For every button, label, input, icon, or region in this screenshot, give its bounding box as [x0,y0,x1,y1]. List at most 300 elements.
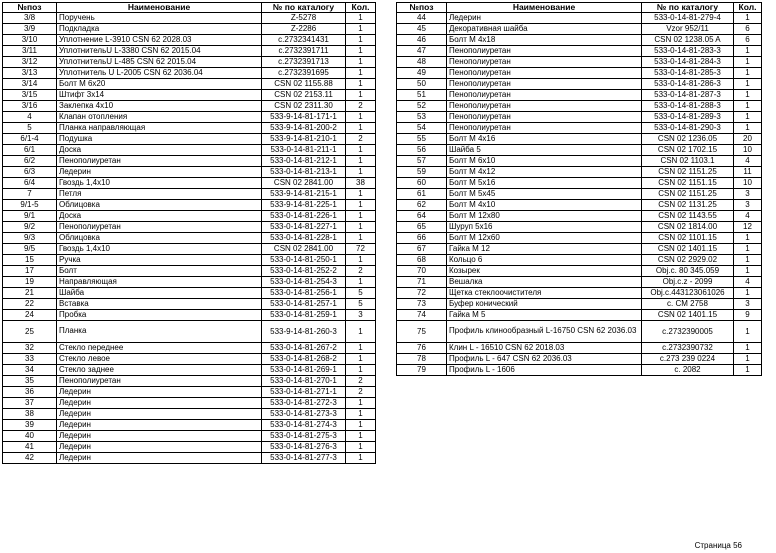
cell-qty: 1 [734,101,762,112]
cell-pos: 6/4 [3,178,57,189]
cell-catalog: CSN 02 2929.02 [642,255,734,266]
table-row [3,409,376,420]
cell-catalog: 533-0-14-81-250-1 [262,255,346,266]
cell-name: Облицовка [57,233,262,244]
table-row [3,189,376,200]
cell-name: Болт М 4х16 [447,134,642,145]
cell-name: Ледерин [57,431,262,442]
cell-catalog: c.2732391695 [262,68,346,79]
cell-pos: 9/2 [3,222,57,233]
cell-pos: 44 [397,13,447,24]
table-row [397,321,762,343]
cell-qty: 1 [734,68,762,79]
cell-qty: 1 [734,354,762,365]
cell-qty: 1 [734,244,762,255]
cell-catalog: 533-0-14-81-272-3 [262,398,346,409]
cell-catalog: Vzor 952/11 [642,24,734,35]
cell-qty: 10 [734,145,762,156]
cell-catalog: 533-0-14-81-287-3 [642,90,734,101]
header-qty: Кол. [346,3,376,13]
cell-pos: 78 [397,354,447,365]
table-row [3,13,376,24]
table-row [397,255,762,266]
cell-qty: 1 [346,409,376,420]
table-row [397,57,762,68]
cell-catalog: 533-0-14-81-276-3 [262,442,346,453]
table-row [3,321,376,343]
cell-catalog: 533-0-14-81-289-3 [642,112,734,123]
cell-catalog: CSN 02 1702.15 [642,145,734,156]
cell-pos: 3/13 [3,68,57,79]
table-row [3,343,376,354]
cell-name: Пенополиуретан [447,112,642,123]
cell-catalog: 533-0-14-81-212-1 [262,156,346,167]
cell-name: Гвоздь 1,4х10 [57,244,262,255]
cell-name: Ледерин [57,409,262,420]
table-row [3,101,376,112]
table-row [397,68,762,79]
cell-qty: 1 [346,145,376,156]
cell-catalog: c.2732341431 [262,35,346,46]
cell-pos: 17 [3,266,57,277]
table-row [3,112,376,123]
header-row [3,3,376,13]
cell-catalog: c.2732390732 [642,343,734,354]
cell-catalog: 533-9-14-81-171-1 [262,112,346,123]
cell-name: Буфер конический [447,299,642,310]
table-row [3,398,376,409]
cell-pos: 73 [397,299,447,310]
table-row [397,244,762,255]
cell-name: УплотнительU L-3380 CSN 62 2015.04 [57,46,262,57]
cell-qty: 1 [734,288,762,299]
cell-pos: 52 [397,101,447,112]
cell-name: Стекло левое [57,354,262,365]
cell-qty: 1 [346,277,376,288]
cell-catalog: CSN 02 1155.88 [262,79,346,90]
cell-catalog: c. 2082 [642,365,734,376]
table-row [3,277,376,288]
cell-name: Ручка [57,255,262,266]
cell-qty: 1 [346,321,376,343]
cell-pos: 48 [397,57,447,68]
cell-qty: 1 [346,255,376,266]
cell-name: Болт М 6х20 [57,79,262,90]
cell-pos: 50 [397,79,447,90]
cell-qty: 1 [346,398,376,409]
cell-name: Пенополиуретан [57,376,262,387]
cell-pos: 68 [397,255,447,266]
cell-pos: 74 [397,310,447,321]
cell-name: Болт М 4х12 [447,167,642,178]
cell-name: Шайба 5 [447,145,642,156]
cell-catalog: CSN 02 1151.25 [642,189,734,200]
cell-pos: 9/1-5 [3,200,57,211]
cell-name: Декоративная шайба [447,24,642,35]
cell-qty: 1 [346,156,376,167]
cell-catalog: CSN 02 1143.55 [642,211,734,222]
cell-pos: 6/2 [3,156,57,167]
cell-qty: 6 [734,35,762,46]
cell-pos: 62 [397,200,447,211]
cell-qty: 5 [346,299,376,310]
cell-catalog: 533-0-14-81-257-1 [262,299,346,310]
cell-pos: 9/1 [3,211,57,222]
table-body-right [397,13,762,376]
cell-pos: 21 [3,288,57,299]
cell-qty: 1 [346,211,376,222]
header-name: Наименование [57,3,262,13]
cell-name: Профиль L - 647 CSN 62 2036.03 [447,354,642,365]
table-row [3,453,376,464]
cell-pos: 49 [397,68,447,79]
cell-name: Ледерин [57,453,262,464]
cell-qty: 3 [346,310,376,321]
cell-name: Клапан отопления [57,112,262,123]
cell-qty: 3 [734,299,762,310]
cell-pos: 60 [397,178,447,189]
cell-qty: 1 [346,35,376,46]
cell-qty: 2 [346,376,376,387]
header-name: Наименование [447,3,642,13]
cell-pos: 38 [3,409,57,420]
cell-catalog: 533-0-14-81-285-3 [642,68,734,79]
table-row [3,376,376,387]
parts-table-left [2,2,376,464]
table-row [397,310,762,321]
cell-name: Подушка [57,134,262,145]
table-row [3,365,376,376]
cell-qty: 1 [734,266,762,277]
table-row [397,24,762,35]
cell-pos: 66 [397,233,447,244]
cell-catalog: Obj.c.z - 2099 [642,277,734,288]
table-row [397,211,762,222]
cell-qty: 9 [734,310,762,321]
cell-pos: 3/8 [3,13,57,24]
table-row [3,310,376,321]
cell-catalog: CSN 02 2311.30 [262,101,346,112]
cell-catalog: c.273 239 0224 [642,354,734,365]
cell-name: Пенополиуретан [447,68,642,79]
table-row [3,35,376,46]
table-row [3,178,376,189]
cell-catalog: c.2732390005 [642,321,734,343]
cell-name: УплотнительU L-485 CSN 62 2015.04 [57,57,262,68]
cell-name: Подкладка [57,24,262,35]
cell-pos: 34 [3,365,57,376]
table-row [3,288,376,299]
table-row [397,156,762,167]
cell-catalog: Obj.c.443123061026 [642,288,734,299]
cell-pos: 64 [397,211,447,222]
cell-catalog: 533-0-14-81-271-1 [262,387,346,398]
cell-qty: 1 [346,24,376,35]
cell-pos: 55 [397,134,447,145]
cell-name: Пенополиуретан [447,123,642,134]
cell-qty: 2 [346,134,376,145]
cell-pos: 53 [397,112,447,123]
table-row [397,90,762,101]
cell-qty: 1 [734,123,762,134]
table-row [3,79,376,90]
cell-qty: 1 [734,13,762,24]
cell-pos: 54 [397,123,447,134]
cell-qty: 1 [346,420,376,431]
cell-pos: 3/16 [3,101,57,112]
cell-catalog: 533-9-14-81-200-2 [262,123,346,134]
cell-catalog: 533-0-14-81-211-1 [262,145,346,156]
table-row [3,167,376,178]
cell-qty: 1 [346,167,376,178]
cell-catalog: 533-0-14-81-279-4 [642,13,734,24]
cell-pos: 41 [3,442,57,453]
cell-catalog: 533-0-14-81-268-2 [262,354,346,365]
cell-qty: 1 [346,365,376,376]
cell-name: Ледерин [447,13,642,24]
cell-name: Ледерин [57,398,262,409]
cell-catalog: 533-9-14-81-260-3 [262,321,346,343]
cell-qty: 1 [734,233,762,244]
cell-pos: 3/9 [3,24,57,35]
cell-name: Заклепка 4х10 [57,101,262,112]
cell-qty: 2 [346,266,376,277]
cell-catalog: 533-0-14-81-275-3 [262,431,346,442]
table-row [397,167,762,178]
header-row [397,3,762,13]
table-row [397,134,762,145]
cell-qty: 1 [734,79,762,90]
cell-pos: 72 [397,288,447,299]
cell-catalog: 533-0-14-81-213-1 [262,167,346,178]
table-row [3,57,376,68]
cell-catalog: CSN 02 2841.00 [262,244,346,255]
cell-qty: 1 [734,57,762,68]
cell-qty: 1 [346,79,376,90]
table-row [397,189,762,200]
table-row [3,387,376,398]
cell-pos: 51 [397,90,447,101]
cell-name: Ледерин [57,420,262,431]
cell-catalog: c.2732391713 [262,57,346,68]
cell-catalog: 533-9-14-81-215-1 [262,189,346,200]
table-row [397,343,762,354]
cell-qty: 4 [734,211,762,222]
table-row [397,79,762,90]
cell-catalog: 533-0-14-81-259-1 [262,310,346,321]
cell-pos: 37 [3,398,57,409]
cell-pos: 59 [397,167,447,178]
table-row [397,123,762,134]
cell-pos: 9/3 [3,233,57,244]
table-row [397,266,762,277]
cell-pos: 32 [3,343,57,354]
cell-pos: 3/14 [3,79,57,90]
cell-pos: 25 [3,321,57,343]
cell-name: Облицовка [57,200,262,211]
cell-name: Доска [57,145,262,156]
cell-catalog: CSN 02 2841.00 [262,178,346,189]
table-row [3,24,376,35]
cell-pos: 33 [3,354,57,365]
cell-catalog: 533-0-14-81-256-1 [262,288,346,299]
cell-name: Козырек [447,266,642,277]
cell-qty: 2 [346,101,376,112]
cell-qty: 5 [346,288,376,299]
cell-qty: 4 [734,156,762,167]
cell-name: Болт М 5х16 [447,178,642,189]
cell-catalog: Z-5278 [262,13,346,24]
cell-pos: 75 [397,321,447,343]
cell-catalog: c.2732391711 [262,46,346,57]
cell-name: Щетка стеклоочистителя [447,288,642,299]
cell-catalog: 533-0-14-81-227-1 [262,222,346,233]
cell-catalog: 533-0-14-81-228-1 [262,233,346,244]
cell-name: Планка направляющая [57,123,262,134]
cell-qty: 1 [346,57,376,68]
cell-name: Вставка [57,299,262,310]
cell-catalog: 533-0-14-81-283-3 [642,46,734,57]
cell-catalog: 533-0-14-81-284-3 [642,57,734,68]
cell-name: Профиль клинообразный L-16750 CSN 62 2036.03 [447,321,642,343]
cell-catalog: CSN 02 1103.1 [642,156,734,167]
table-row [3,123,376,134]
cell-name: Пробка [57,310,262,321]
table-row [3,200,376,211]
cell-pos: 67 [397,244,447,255]
cell-qty: 2 [346,387,376,398]
cell-pos: 3/15 [3,90,57,101]
table-row [3,68,376,79]
cell-qty: 1 [346,46,376,57]
cell-name: Стекло переднее [57,343,262,354]
cell-qty: 1 [346,189,376,200]
cell-pos: 3/12 [3,57,57,68]
cell-name: Болт М 12х60 [447,233,642,244]
cell-name: Ледерин [57,442,262,453]
cell-qty: 1 [734,46,762,57]
cell-pos: 57 [397,156,447,167]
cell-name: Ледерин [57,167,262,178]
cell-name: Гвоздь 1,4х10 [57,178,262,189]
cell-qty: 1 [346,354,376,365]
cell-qty: 1 [346,13,376,24]
cell-qty: 11 [734,167,762,178]
cell-name: Вешалка [447,277,642,288]
cell-pos: 3/11 [3,46,57,57]
cell-qty: 1 [346,442,376,453]
cell-name: Доска [57,211,262,222]
table-row [397,354,762,365]
cell-catalog: CSN 02 1401.15 [642,310,734,321]
cell-name: Ледерин [57,387,262,398]
cell-catalog: 533-0-14-81-288-3 [642,101,734,112]
header-pos: №поз [3,3,57,13]
cell-qty: 1 [734,112,762,123]
cell-catalog: 533-0-14-81-286-3 [642,79,734,90]
cell-qty: 12 [734,222,762,233]
cell-catalog: c. CM 2758 [642,299,734,310]
cell-pos: 42 [3,453,57,464]
cell-name: Пенополиуретан [447,101,642,112]
cell-name: Гайка М 12 [447,244,642,255]
cell-name: Штифт 3х14 [57,90,262,101]
cell-catalog: 533-0-14-81-290-3 [642,123,734,134]
cell-qty: 1 [734,343,762,354]
table-row [397,299,762,310]
cell-pos: 39 [3,420,57,431]
table-row [3,211,376,222]
cell-name: Гайка М 5 [447,310,642,321]
table-row [3,420,376,431]
table-row [3,299,376,310]
cell-pos: 65 [397,222,447,233]
table-row [397,112,762,123]
cell-name: Болт [57,266,262,277]
cell-catalog: 533-0-14-81-252-2 [262,266,346,277]
table-row [397,200,762,211]
cell-name: Болт М 5х45 [447,189,642,200]
table-row [397,101,762,112]
cell-pos: 5 [3,123,57,134]
cell-pos: 70 [397,266,447,277]
cell-pos: 7 [3,189,57,200]
cell-qty: 3 [734,189,762,200]
cell-qty: 72 [346,244,376,255]
table-row [3,145,376,156]
cell-pos: 71 [397,277,447,288]
cell-qty: 1 [346,200,376,211]
header-catalog: № по каталогу [262,3,346,13]
cell-qty: 1 [734,321,762,343]
cell-name: Болт М 4х18 [447,35,642,46]
cell-qty: 1 [346,112,376,123]
header-qty: Кол. [734,3,762,13]
cell-pos: 35 [3,376,57,387]
table-row [397,288,762,299]
cell-pos: 6/1 [3,145,57,156]
table-row [3,266,376,277]
cell-catalog: 533-9-14-81-225-1 [262,200,346,211]
cell-name: Пенополиуретан [447,46,642,57]
cell-catalog: 533-0-14-81-269-1 [262,365,346,376]
cell-pos: 9/5 [3,244,57,255]
cell-catalog: CSN 02 1238.05 A [642,35,734,46]
cell-pos: 79 [397,365,447,376]
cell-name: Болт М 4х10 [447,200,642,211]
cell-name: Петля [57,189,262,200]
cell-catalog: CSN 02 1131.25 [642,200,734,211]
table-body-left [3,13,376,464]
cell-pos: 19 [3,277,57,288]
cell-pos: 6/1-4 [3,134,57,145]
cell-name: Шайба [57,288,262,299]
cell-qty: 1 [346,222,376,233]
cell-pos: 61 [397,189,447,200]
cell-name: Уплотнитель U L-2005 CSN 62 2036.04 [57,68,262,79]
table-row [3,90,376,101]
cell-catalog: 533-0-14-81-274-3 [262,420,346,431]
cell-name: Пенополиуретан [447,57,642,68]
cell-name: Планка [57,321,262,343]
cell-qty: 3 [734,200,762,211]
table-row [3,222,376,233]
cell-name: Пенополиуретан [447,90,642,101]
cell-pos: 46 [397,35,447,46]
cell-catalog: 533-9-14-81-210-1 [262,134,346,145]
cell-pos: 6/3 [3,167,57,178]
table-row [3,134,376,145]
